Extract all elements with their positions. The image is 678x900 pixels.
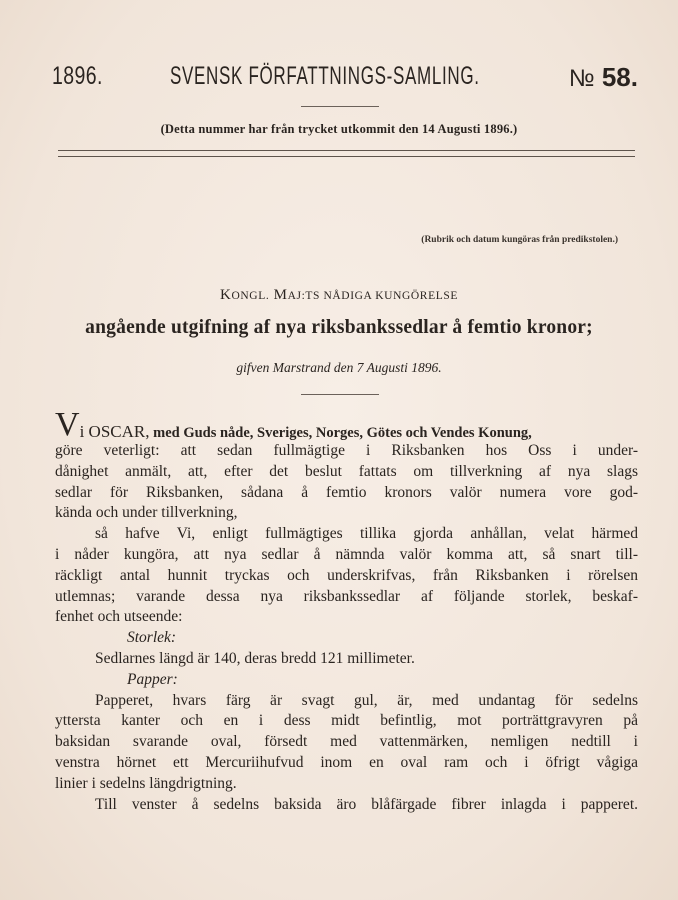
opening-line xyxy=(55,408,638,442)
drop-initial: V xyxy=(55,406,80,443)
body-line: kända och under tillverkning, xyxy=(55,504,238,522)
header-year: 1896. xyxy=(52,62,103,90)
header-number xyxy=(569,62,638,93)
body-line: räckligt antal hunnit tryckas och underskrifvas, från Riksbanken i rörelsen xyxy=(55,566,638,584)
publication-note: (Detta nummer har från trycket utkommit den 14 Augusti 1896.) xyxy=(160,122,518,136)
body-line: i nåder kungöra, att nya sedlar å nämnda valör komma att, så snart till- xyxy=(55,545,638,563)
page-header xyxy=(52,62,638,96)
vi-i: i xyxy=(79,422,85,441)
body-line: yttersta kanter och en i dess midt befintlig, mot porträttgravyren på xyxy=(55,712,638,730)
maj-initial: M xyxy=(273,287,288,303)
rubrik-note: (Rubrik och datum kungöras från predikstolen.) xyxy=(421,235,618,245)
body-line: så hafve Vi, enligt fullmägtiges tillika gjorda anhållan, velat härmed xyxy=(95,525,638,543)
header-title: SVENSK FÖRFATTNINGS-SAMLING. xyxy=(170,62,480,90)
body-line: sedlar för Riksbanken, sådana å femtio kronors valör numera vore god- xyxy=(55,483,638,501)
storlek-heading: Storlek: xyxy=(127,629,177,647)
body-line: dånighet anmält, att, efter det beslut fattats om tillverkning af nya slags xyxy=(55,462,638,480)
heading-kongl xyxy=(0,287,678,304)
body-line: fenhet och utseende: xyxy=(55,608,183,626)
maj-rest: AJ:TS NÅDIGA KUNGÖRELSE xyxy=(287,290,458,302)
oscar-name: OSCAR, xyxy=(84,422,150,441)
body-line: utlemnas; varande dessa nya riksbankssedlar af följande storlek, beskaf- xyxy=(55,587,638,605)
body-text xyxy=(55,441,638,815)
body-line: linier i sedelns längdrigtning. xyxy=(55,774,237,792)
header-rule xyxy=(301,106,379,107)
body-line: Papperet, hvars färg är svagt gul, är, med undantag för sedelns xyxy=(95,691,638,709)
kongl-rest: ONGL. xyxy=(231,290,270,302)
royal-title: med Guds nåde, Sveriges, Norges, Götes och Vendes Konung, xyxy=(149,425,532,441)
body-line: göre veterligt: att sedan fullmägtige i Riksbanken hos Oss i under- xyxy=(55,442,638,459)
body-line: Sedlarnes längd är 140, deras bredd 121 millimeter. xyxy=(95,649,415,667)
heading-subject: angående utgifning af nya riksbankssedlar å femtio kronor; xyxy=(85,317,593,338)
heading-rule xyxy=(301,394,379,395)
papper-heading: Papper: xyxy=(127,670,178,688)
heading-given: gifven Marstrand den 7 Augusti 1896. xyxy=(236,360,442,375)
body-line: baksidan svarande oval, försedt med vattenmärken, nemligen nedtill i xyxy=(55,733,638,751)
body-line: venstra hörnet ett Mercuriihufvud inom en oval ram och i öfrigt vågiga xyxy=(55,753,638,771)
double-rule xyxy=(58,150,635,157)
number-value: 58. xyxy=(601,62,638,92)
number-sign: № xyxy=(568,65,595,92)
kongl-initial: K xyxy=(220,287,232,303)
body-line: Till venster å sedelns baksida äro blåfärgade fibrer inlagda i papperet. xyxy=(95,795,638,813)
